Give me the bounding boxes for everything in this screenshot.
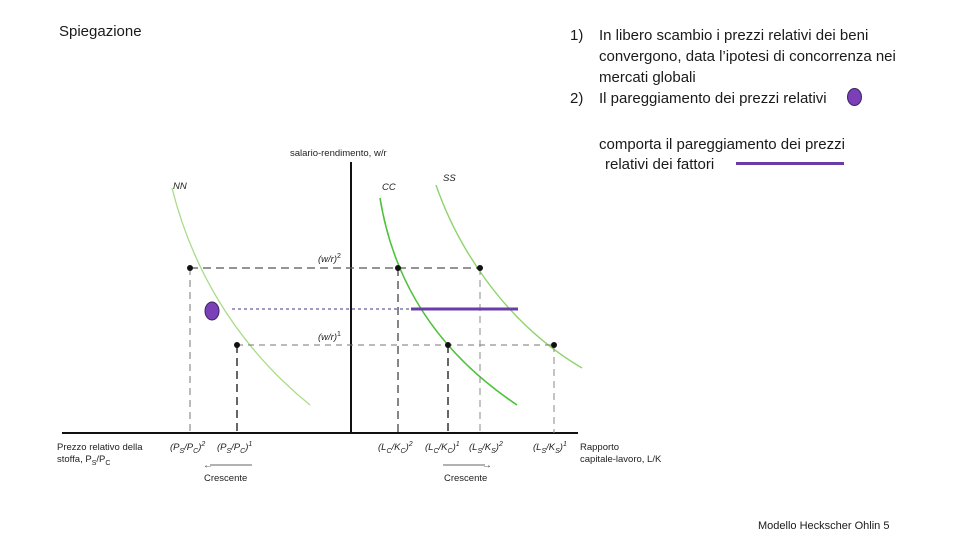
crescente-right: Crescente bbox=[444, 473, 488, 484]
curve-ss-label: SS bbox=[443, 173, 456, 184]
lt2-d: C bbox=[193, 448, 199, 455]
rt3-c: /K bbox=[482, 442, 492, 453]
left-axis-label-1: Prezzo relativo della bbox=[57, 442, 143, 453]
rt2-c: /K bbox=[438, 442, 448, 453]
lt1-c: /P bbox=[231, 442, 241, 453]
note-line-2: relativi dei fattori bbox=[605, 156, 715, 173]
lt1-a: (P bbox=[217, 442, 227, 453]
right-axis-label-1: Rapporto bbox=[580, 442, 620, 453]
rt4-e: ) bbox=[559, 442, 563, 453]
left-axis-label-2b: S bbox=[91, 460, 97, 467]
rt2-e: ) bbox=[452, 442, 456, 453]
curve-nn-label: NN bbox=[173, 181, 187, 192]
point-1-number: 1) bbox=[570, 27, 584, 44]
lt2-c: /P bbox=[184, 442, 194, 453]
wr1-sup: 1 bbox=[337, 331, 341, 338]
rt4-c: /K bbox=[546, 442, 556, 453]
rt1-e: ) bbox=[405, 442, 409, 453]
rt4-f: 1 bbox=[562, 441, 567, 448]
point-ss-2 bbox=[477, 265, 483, 271]
y-axis-label: salario-rendimento, w/r bbox=[290, 148, 387, 159]
rt1-f: 2 bbox=[408, 441, 413, 448]
rt4-d: S bbox=[555, 448, 560, 455]
arrow-left: ← bbox=[203, 460, 213, 471]
lt1-b: S bbox=[226, 448, 232, 455]
left-tick-1 bbox=[217, 441, 252, 455]
right-tick-ls1 bbox=[533, 441, 567, 455]
point-2-text: Il pareggiamento dei prezzi relativi bbox=[599, 90, 827, 107]
wr2-text: (w/r) bbox=[318, 254, 337, 265]
right-tick-ls2 bbox=[469, 441, 503, 455]
rt1-b: C bbox=[386, 448, 392, 455]
lt2-e: ) bbox=[198, 442, 202, 453]
point-1-text: In libero scambio i prezzi relativi dei beni convergono, data l’ipotesi di concorrenza nei mercati globali bbox=[599, 27, 896, 86]
left-axis-label-2c: /P bbox=[96, 454, 106, 465]
left-axis-label-2 bbox=[57, 454, 110, 467]
rt3-e: ) bbox=[495, 442, 499, 453]
note-line-1: comporta il pareggiamento dei prezzi bbox=[599, 136, 845, 153]
rt4-b: S bbox=[541, 448, 547, 455]
wr2-sup: 2 bbox=[337, 253, 341, 260]
left-axis-label-2d: C bbox=[105, 460, 111, 467]
rt1-c: /K bbox=[391, 442, 401, 453]
right-axis-label-2: capitale-lavoro, L/K bbox=[580, 454, 662, 465]
left-axis-label-2a: stoffa, P bbox=[57, 454, 92, 465]
rt3-a: (L bbox=[469, 442, 478, 453]
wr1-text: (w/r) bbox=[318, 332, 337, 343]
point-nn-1 bbox=[234, 342, 240, 348]
right-tick-lc2 bbox=[378, 441, 413, 455]
rt1-d: C bbox=[400, 448, 406, 455]
rt2-d: C bbox=[447, 448, 453, 455]
curve-ss bbox=[436, 185, 582, 368]
lt1-e: ) bbox=[245, 442, 249, 453]
curve-cc-label: CC bbox=[382, 182, 396, 193]
rt3-b: S bbox=[477, 448, 483, 455]
lt2-a: (P bbox=[170, 442, 180, 453]
slide-footer: Modello Heckscher Ohlin 5 bbox=[758, 520, 890, 532]
lt1-d: C bbox=[240, 448, 246, 455]
wr2-label bbox=[318, 253, 341, 265]
purple-point-marker bbox=[205, 302, 219, 320]
rt3-d: S bbox=[491, 448, 496, 455]
left-tick-2 bbox=[170, 441, 205, 455]
crescente-left: Crescente bbox=[204, 473, 248, 484]
rt1-a: (L bbox=[378, 442, 387, 453]
lt2-b: S bbox=[179, 448, 185, 455]
rt4-a: (L bbox=[533, 442, 542, 453]
slide-title: Spiegazione bbox=[59, 23, 142, 40]
point-2-number: 2) bbox=[570, 90, 584, 107]
rt2-a: (L bbox=[425, 442, 434, 453]
curve-nn bbox=[172, 188, 310, 405]
lt2-f: 2 bbox=[201, 441, 206, 448]
right-tick-lc1 bbox=[425, 441, 460, 455]
lt1-f: 1 bbox=[248, 441, 253, 448]
point-nn-2 bbox=[187, 265, 193, 271]
rt3-f: 2 bbox=[498, 441, 503, 448]
arrow-right: → bbox=[482, 460, 492, 471]
rt2-f: 1 bbox=[455, 441, 460, 448]
point-ss-1 bbox=[551, 342, 557, 348]
wr1-label bbox=[318, 331, 341, 343]
point-cc-1 bbox=[445, 342, 451, 348]
point-cc-2 bbox=[395, 265, 401, 271]
rt2-b: C bbox=[433, 448, 439, 455]
